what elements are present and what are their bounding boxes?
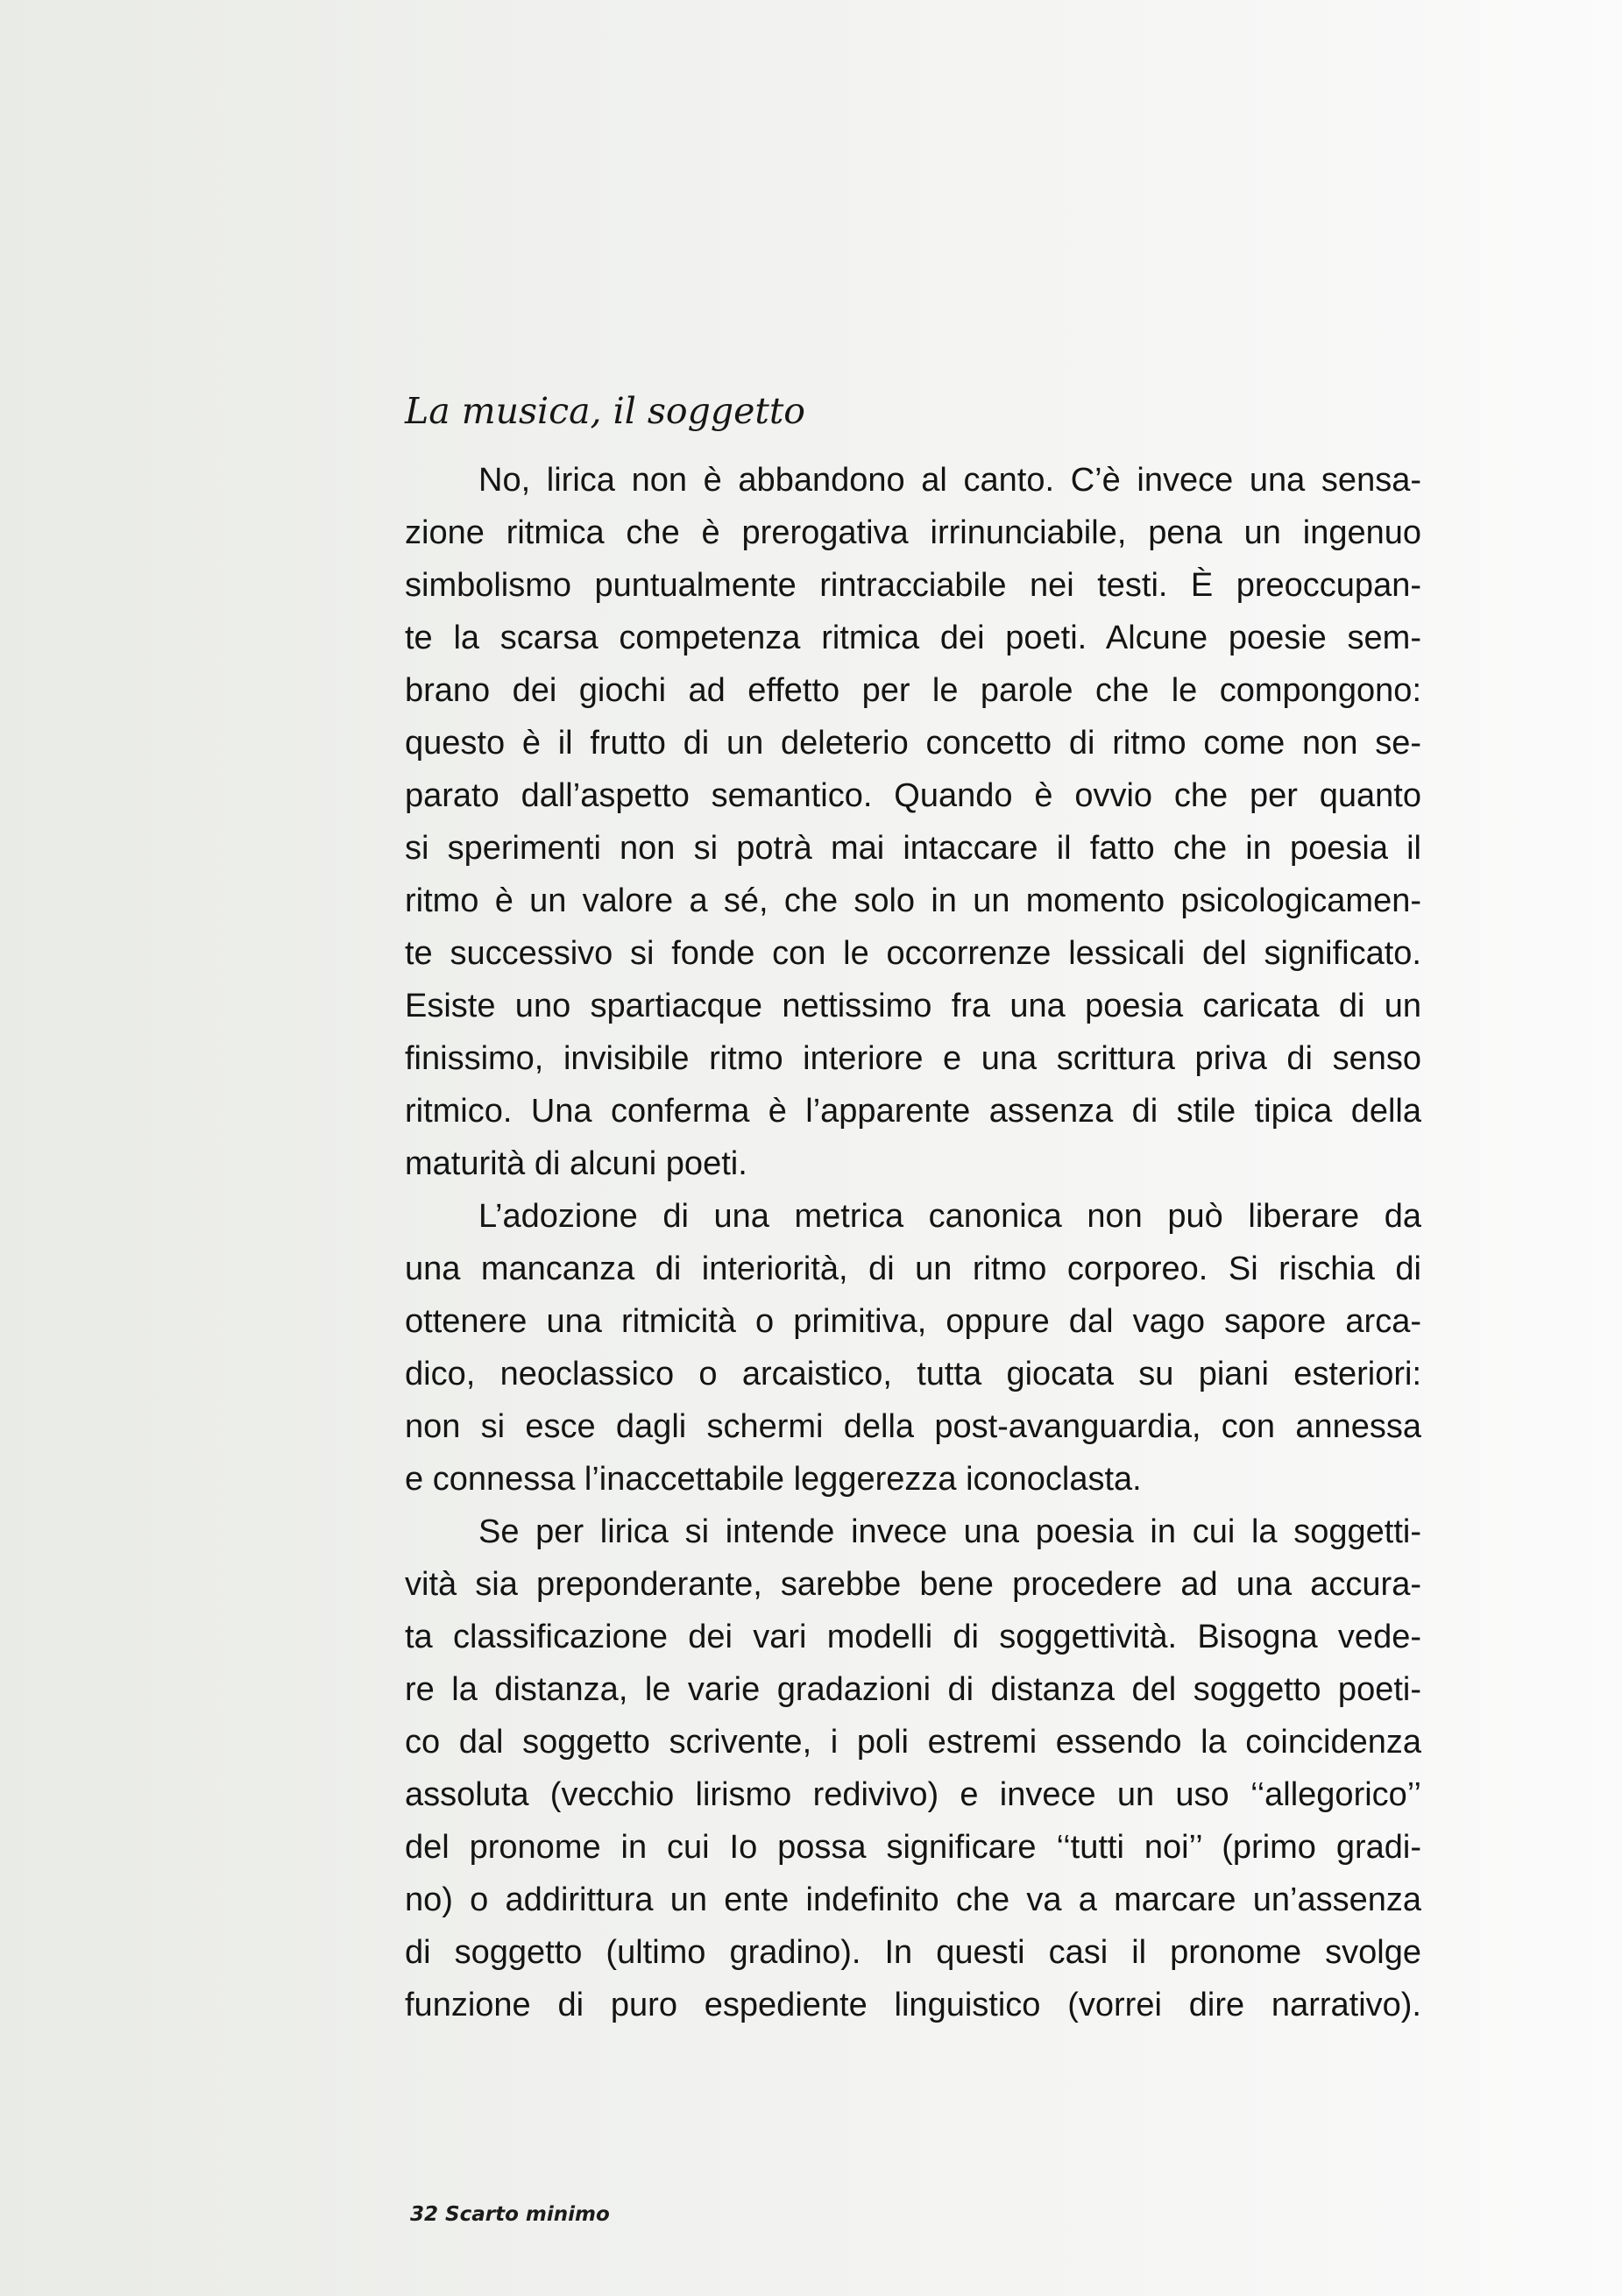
text-line: funzione di puro espediente linguistico (vorrei dire narrativo). <box>405 1987 1421 2023</box>
text-line: del pronome in cui Io possa significare ‘‘tutti noi’’ (primo gradi- <box>405 1829 1421 1866</box>
text-line: zione ritmica che è prerogativa irrinunciabile, pena un ingenuo <box>405 514 1421 551</box>
text-line: ottenere una ritmicità o primitiva, oppure dal vago sapore arca- <box>405 1303 1421 1340</box>
text-line: Esiste uno spartiacque nettissimo fra una poesia caricata di un <box>405 988 1421 1024</box>
text-line: una mancanza di interiorità, di un ritmo corporeo. Si rischia di <box>405 1251 1421 1287</box>
text-line: dico, neoclassico o arcaistico, tutta giocata su piani esteriori: <box>405 1356 1421 1392</box>
paragraph-1 <box>405 454 1421 1190</box>
text-line: co dal soggetto scrivente, i poli estremi essendo la coincidenza <box>405 1724 1421 1761</box>
text-line: questo è il frutto di un deleterio concetto di ritmo come non se- <box>405 725 1421 762</box>
text-line: maturità di alcuni poeti. <box>405 1145 747 1182</box>
text-line: no) o addirittura un ente indefinito che va a marcare un’assenza <box>405 1881 1421 1918</box>
text-line: te la scarsa competenza ritmica dei poeti. Alcune poesie sem- <box>405 620 1421 656</box>
text-line: assoluta (vecchio lirismo redivivo) e invece un uso ‘‘allegorico’’ <box>405 1776 1421 1813</box>
text-line: ritmo è un valore a sé, che solo in un momento psicologicamen- <box>405 882 1421 919</box>
text-line: te successivo si fonde con le occorrenze lessicali del significato. <box>405 935 1421 972</box>
body-text <box>405 454 1421 2031</box>
text-line: finissimo, invisibile ritmo interiore e una scrittura priva di senso <box>405 1040 1421 1077</box>
text-line: ritmico. Una conferma è l’apparente assenza di stile tipica della <box>405 1093 1421 1130</box>
text-line: si sperimenti non si potrà mai intaccare il fatto che in poesia il <box>405 830 1421 867</box>
text-line: e connessa l’inaccettabile leggerezza iconoclasta. <box>405 1461 1142 1498</box>
paragraph-2 <box>405 1190 1421 1506</box>
page-footer: 32 Scarto minimo <box>410 2203 610 2226</box>
paragraph-3 <box>405 1506 1421 2031</box>
text-line: vità sia preponderante, sarebbe bene procedere ad una accura- <box>405 1566 1421 1603</box>
text-line: ta classificazione dei vari modelli di soggettività. Bisogna vede- <box>405 1619 1421 1655</box>
text-line: parato dall’aspetto semantico. Quando è ovvio che per quanto <box>405 777 1421 814</box>
text-line: Se per lirica si intende invece una poesia in cui la soggetti- <box>478 1513 1421 1550</box>
text-line: non si esce dagli schermi della post-avanguardia, con annessa <box>405 1408 1421 1445</box>
text-line: re la distanza, le varie gradazioni di distanza del soggetto poeti- <box>405 1671 1421 1708</box>
text-line: simbolismo puntualmente rintracciabile nei testi. È preoccupan- <box>405 567 1421 604</box>
text-line: No, lirica non è abbandono al canto. C’è invece una sensa- <box>478 462 1421 499</box>
section-heading: La musica, il soggetto <box>405 390 805 432</box>
text-line: L’adozione di una metrica canonica non può liberare da <box>478 1198 1421 1235</box>
text-line: brano dei giochi ad effetto per le parole che le compongono: <box>405 672 1421 709</box>
text-line: di soggetto (ultimo gradino). In questi casi il pronome svolge <box>405 1934 1421 1971</box>
